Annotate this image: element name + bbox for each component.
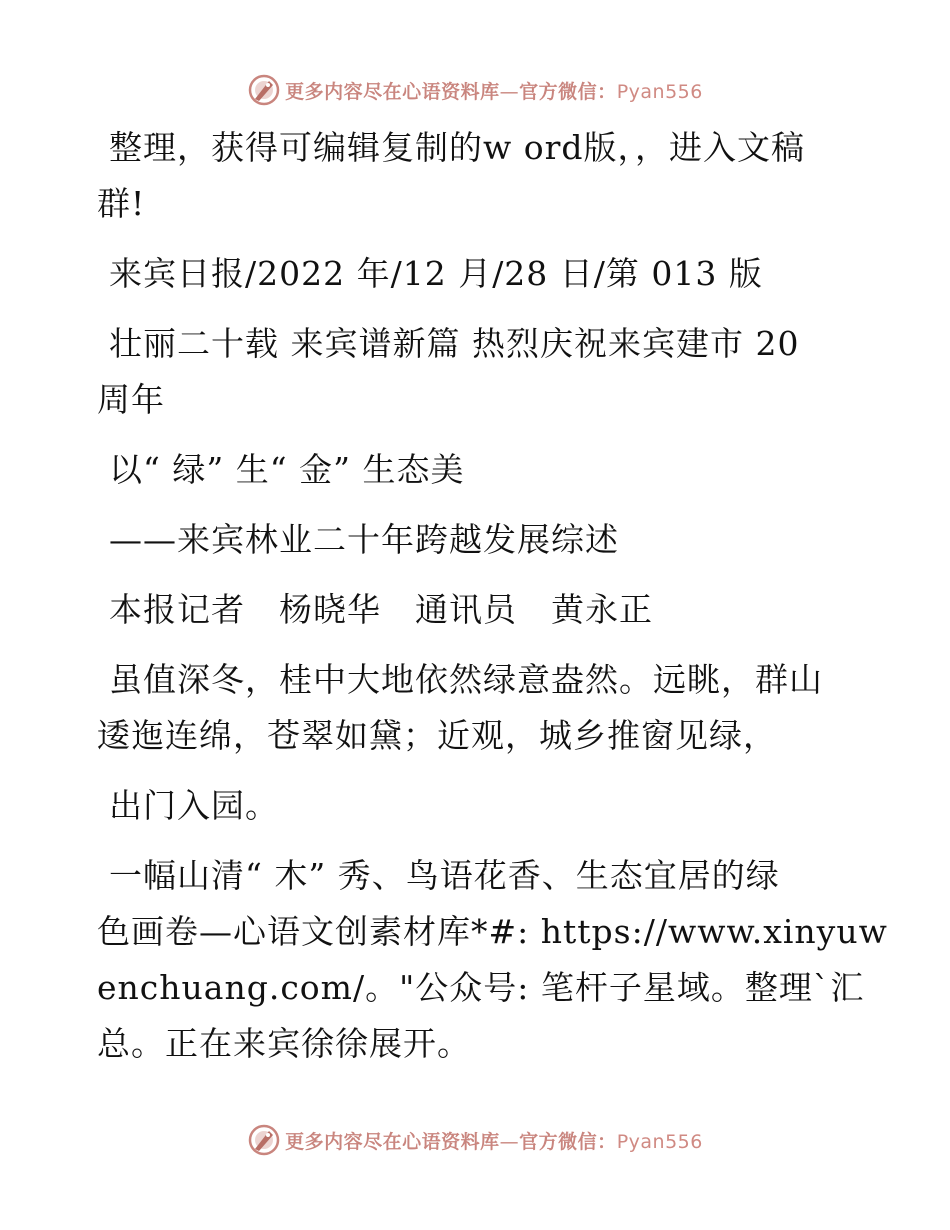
banner-wechat-account: Pyan556 bbox=[616, 1130, 703, 1153]
header-banner bbox=[0, 70, 950, 110]
text-line: 来宾日报/2022 年/12 月/28 日/第 013 版 bbox=[109, 254, 763, 293]
text-line: 整理，获得可编辑复制的w ord版，，进入文稿 bbox=[109, 128, 806, 167]
text-line: 一幅山清“ 木” 秀、鸟语花香、生态宜居的绿 bbox=[109, 856, 780, 895]
text-line: 色画卷—心语文创素材库*#: https://www.xinyuw bbox=[97, 912, 888, 951]
banner-wechat-label: 官方微信： bbox=[519, 80, 617, 103]
text-line: 周年 bbox=[97, 380, 165, 419]
banner-wechat-account: Pyan556 bbox=[616, 80, 703, 103]
text-line: 群! bbox=[97, 184, 146, 223]
text-line: 以“ 绿” 生“ 金” 生态美 bbox=[109, 450, 465, 489]
text-line: 逶迤连绵，苍翠如黛；近观，城乡推窗见绿， bbox=[97, 716, 777, 755]
header-banner-text bbox=[285, 77, 703, 104]
banner-site-name: 更多内容尽在心语资料库 bbox=[285, 80, 500, 103]
text-line: 总。正在来宾徐徐展开。 bbox=[97, 1024, 471, 1063]
article-byline bbox=[97, 582, 857, 638]
footer-banner bbox=[0, 1120, 950, 1160]
banner-site-name: 更多内容尽在心语资料库 bbox=[285, 1130, 500, 1153]
pen-nib-seal-icon bbox=[247, 1123, 281, 1157]
text-line: 出门入园。 bbox=[109, 786, 279, 825]
article-title bbox=[97, 442, 857, 498]
paragraph-body-3 bbox=[97, 848, 888, 1072]
paragraph-column-title bbox=[97, 316, 857, 428]
paragraph-source bbox=[97, 246, 857, 302]
article-subtitle bbox=[97, 512, 857, 568]
banner-separator: — bbox=[499, 80, 520, 103]
text-line: 本报记者 杨晓华 通讯员 黄永正 bbox=[109, 590, 653, 629]
banner-separator: — bbox=[499, 1130, 520, 1153]
banner-wechat-label: 官方微信： bbox=[519, 1130, 617, 1153]
paragraph-body-2 bbox=[97, 778, 857, 834]
paragraph-body-1 bbox=[97, 652, 857, 764]
text-line: enchuang.com/。"公众号: 笔杆子星域。整理`汇 bbox=[97, 968, 865, 1007]
text-line: ——来宾林业二十年跨越发展综述 bbox=[109, 520, 619, 559]
text-line: 虽值深冬，桂中大地依然绿意盎然。远眺，群山 bbox=[109, 660, 823, 699]
footer-banner-text bbox=[285, 1127, 703, 1154]
paragraph-intro bbox=[97, 120, 857, 232]
pen-nib-seal-icon bbox=[247, 73, 281, 107]
document-body bbox=[97, 120, 888, 1086]
text-line: 壮丽二十载 来宾谱新篇 热烈庆祝来宾建市 20 bbox=[109, 324, 800, 363]
